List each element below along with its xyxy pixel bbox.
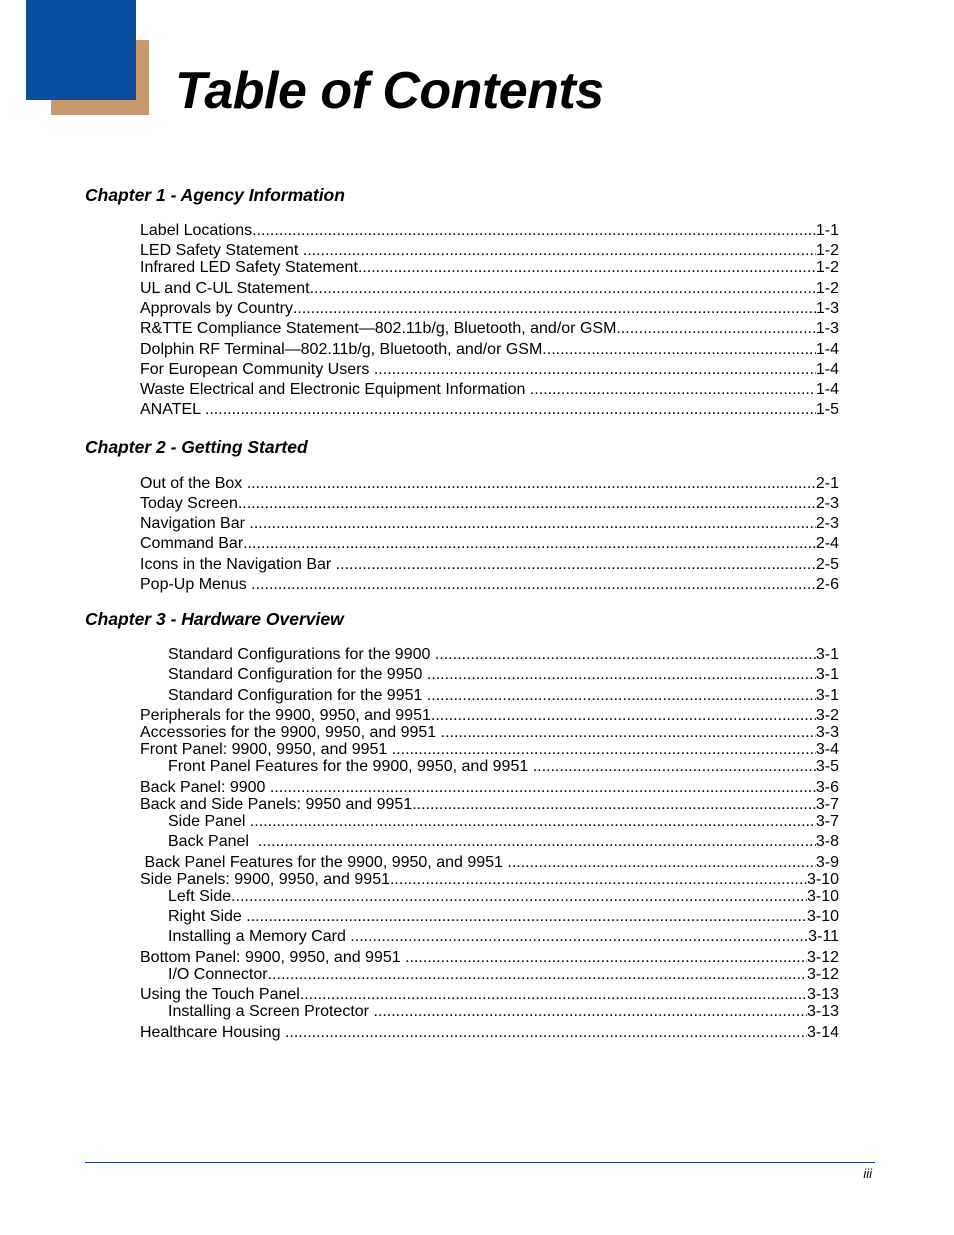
toc-entry-page: 3-4 (815, 741, 839, 758)
toc-entry[interactable] (140, 514, 839, 534)
toc-entry-page: 1-4 (815, 381, 839, 398)
toc-entry-page: 1-2 (815, 259, 839, 276)
page-number: iii (863, 1166, 872, 1181)
toc-entry-label: Command Bar (140, 535, 244, 552)
dot-leader (246, 907, 807, 927)
toc-entry[interactable] (140, 380, 839, 400)
toc-entry[interactable] (168, 665, 839, 685)
toc-entry-label: Using the Touch Panel (140, 986, 300, 1003)
toc-entry-page: 3-9 (815, 854, 839, 871)
toc-entry-page: 2-6 (815, 576, 839, 593)
toc-entry-page: 2-3 (815, 495, 839, 512)
toc-entry-label: Today Screen (140, 495, 238, 512)
toc-entry-label: Back Panel: 9900 (140, 779, 270, 796)
toc-entry-page: 3-5 (815, 758, 839, 775)
toc-entry-label: Peripherals for the 9900, 9950, and 9951 (140, 707, 431, 724)
toc-entry-page: 2-3 (815, 515, 839, 532)
dot-leader (373, 1002, 807, 1022)
toc-entry-page: 1-1 (815, 222, 839, 239)
dot-leader (258, 832, 816, 852)
toc-entry[interactable] (140, 400, 839, 420)
toc-entry-page: 1-2 (815, 242, 839, 259)
toc-entry-label: Side Panels: 9900, 9950, and 9951 (140, 871, 390, 888)
toc-entry-page: 1-4 (815, 341, 839, 358)
dot-leader (616, 319, 815, 339)
toc-entry[interactable] (140, 258, 839, 278)
toc-entry-label: Label Locations (140, 222, 253, 239)
dot-leader (533, 757, 816, 777)
toc-entry[interactable] (140, 221, 839, 241)
toc-entry-page: 3-6 (815, 779, 839, 796)
dot-leader (358, 258, 816, 278)
corner-blue-square (26, 0, 136, 100)
toc-entry-label: Back and Side Panels: 9950 and 9951 (140, 796, 413, 813)
dot-leader (231, 887, 807, 907)
toc-entry-label: Pop-Up Menus (140, 576, 252, 593)
dot-leader (247, 474, 816, 494)
toc-entry-label: UL and C-UL Statement (140, 280, 310, 297)
toc-entry-page: 1-2 (815, 280, 839, 297)
dot-leader (310, 279, 816, 299)
toc-entry-page: 2-1 (815, 475, 839, 492)
dot-leader (268, 965, 807, 985)
toc-entry-label: Left Side (168, 888, 232, 905)
toc-entry[interactable] (168, 686, 839, 706)
toc-entry-page: 2-4 (815, 535, 839, 552)
dot-leader (374, 360, 816, 380)
dot-leader (249, 514, 815, 534)
toc-entry-page: 3-10 (806, 888, 839, 905)
toc-entry-page: 3-8 (815, 833, 839, 850)
toc-entry-label: Accessories for the 9900, 9950, and 9951 (140, 724, 441, 741)
toc-entry-page: 1-3 (815, 300, 839, 317)
toc-entry-page: 2-5 (815, 556, 839, 573)
toc-entry-label: LED Safety Statement (140, 242, 303, 259)
toc-entry-page: 3-1 (815, 646, 839, 663)
toc-entry-page: 3-7 (815, 796, 839, 813)
toc-entry-label: Front Panel: 9900, 9950, and 9951 (140, 741, 392, 758)
toc-entry[interactable] (168, 812, 839, 832)
toc-entry-page: 3-10 (806, 908, 839, 925)
toc-entry-label: I/O Connector (168, 966, 268, 983)
toc-entry-label: R&TTE Compliance Statement—802.11b/g, Bluetooth, and/or GSM (140, 320, 617, 337)
toc-entry-label: Approvals by Country (140, 300, 293, 317)
toc-entry[interactable] (168, 965, 839, 985)
toc-entry-page: 1-5 (815, 401, 839, 418)
toc-entry[interactable] (140, 360, 839, 380)
toc-entry[interactable] (168, 927, 839, 947)
toc-entry[interactable] (140, 575, 839, 595)
toc-entry-page: 3-1 (815, 666, 839, 683)
toc-entry-label: Bottom Panel: 9900, 9950, and 9951 (140, 949, 406, 966)
toc-entry-label: For European Community Users (140, 361, 374, 378)
toc-entry[interactable] (140, 494, 839, 514)
toc-entry-page: 3-7 (815, 813, 839, 830)
chapter-heading: Chapter 1 - Agency Information (85, 185, 345, 205)
toc-entry[interactable] (140, 474, 839, 494)
toc-entry[interactable] (140, 1023, 839, 1043)
toc-entry-label: Side Panel (168, 813, 250, 830)
toc-entry-page: 3-3 (815, 724, 839, 741)
toc-entry[interactable] (140, 340, 839, 360)
dot-leader (427, 665, 816, 685)
dot-leader (427, 686, 816, 706)
toc-entry-label: Dolphin RF Terminal—802.11b/g, Bluetooth, and/or GSM (140, 341, 543, 358)
toc-entry-label: Back Panel Features for the 9900, 9950, and 9951 (140, 854, 508, 871)
toc-entry-page: 3-12 (806, 949, 839, 966)
toc-entry-label: Healthcare Housing (140, 1024, 285, 1041)
toc-entry-label: Infrared LED Safety Statement (140, 259, 358, 276)
toc-entry[interactable] (168, 757, 839, 777)
dot-leader (542, 340, 816, 360)
dot-leader (336, 555, 816, 575)
toc-entry-page: 3-12 (806, 966, 839, 983)
toc-entry[interactable] (168, 887, 839, 907)
dot-leader (251, 575, 816, 595)
toc-entry[interactable] (140, 319, 839, 339)
toc-entry[interactable] (140, 279, 839, 299)
toc-entry-page: 3-13 (806, 1003, 839, 1020)
dot-leader (285, 1023, 807, 1043)
dot-leader (238, 494, 816, 514)
toc-entry[interactable] (168, 907, 839, 927)
toc-entry-label: Navigation Bar (140, 515, 250, 532)
dot-leader (530, 380, 816, 400)
toc-entry-label: Back Panel (168, 833, 258, 850)
toc-entry-label: Front Panel Features for the 9900, 9950, and 9951 (168, 758, 533, 775)
toc-entry-label: Installing a Memory Card (168, 928, 351, 945)
dot-leader (293, 299, 816, 319)
toc-entry-label: Installing a Screen Protector (168, 1003, 374, 1020)
toc-entry-label: ANATEL (140, 401, 205, 418)
dot-leader (435, 645, 816, 665)
dot-leader (250, 812, 816, 832)
toc-entry-page: 3-13 (806, 986, 839, 1003)
toc-entry-page: 3-2 (815, 707, 839, 724)
dot-leader (243, 534, 816, 554)
toc-entry[interactable] (140, 555, 839, 575)
toc-entry-label: Standard Configurations for the 9900 (168, 646, 435, 663)
dot-leader (350, 927, 808, 947)
toc-entry[interactable] (140, 534, 839, 554)
toc-entry[interactable] (168, 645, 839, 665)
toc-entry-label: Standard Configuration for the 9950 (168, 666, 427, 683)
dot-leader (252, 221, 816, 241)
toc-entry-page: 3-14 (806, 1024, 839, 1041)
toc-entry-page: 3-10 (806, 871, 839, 888)
toc-entry[interactable] (140, 299, 839, 319)
toc-entry-label: Right Side (168, 908, 247, 925)
toc-entry[interactable] (168, 1002, 839, 1022)
dot-leader (205, 400, 816, 420)
chapter-heading: Chapter 2 - Getting Started (85, 437, 308, 457)
toc-entry-page: 3-11 (808, 928, 839, 945)
page-title: Table of Contents (175, 62, 604, 120)
footer-rule (85, 1162, 875, 1163)
toc-entry-page: 1-3 (815, 320, 839, 337)
toc-entry-page: 1-4 (815, 361, 839, 378)
toc-entry-label: Icons in the Navigation Bar (140, 556, 336, 573)
toc-entry-page: 3-1 (815, 687, 839, 704)
toc-entry-label: Out of the Box (140, 475, 247, 492)
toc-entry-label: Waste Electrical and Electronic Equipment Information (140, 381, 530, 398)
chapter-heading: Chapter 3 - Hardware Overview (85, 609, 344, 629)
toc-entry-label: Standard Configuration for the 9951 (168, 687, 427, 704)
toc-entry[interactable] (168, 832, 839, 852)
